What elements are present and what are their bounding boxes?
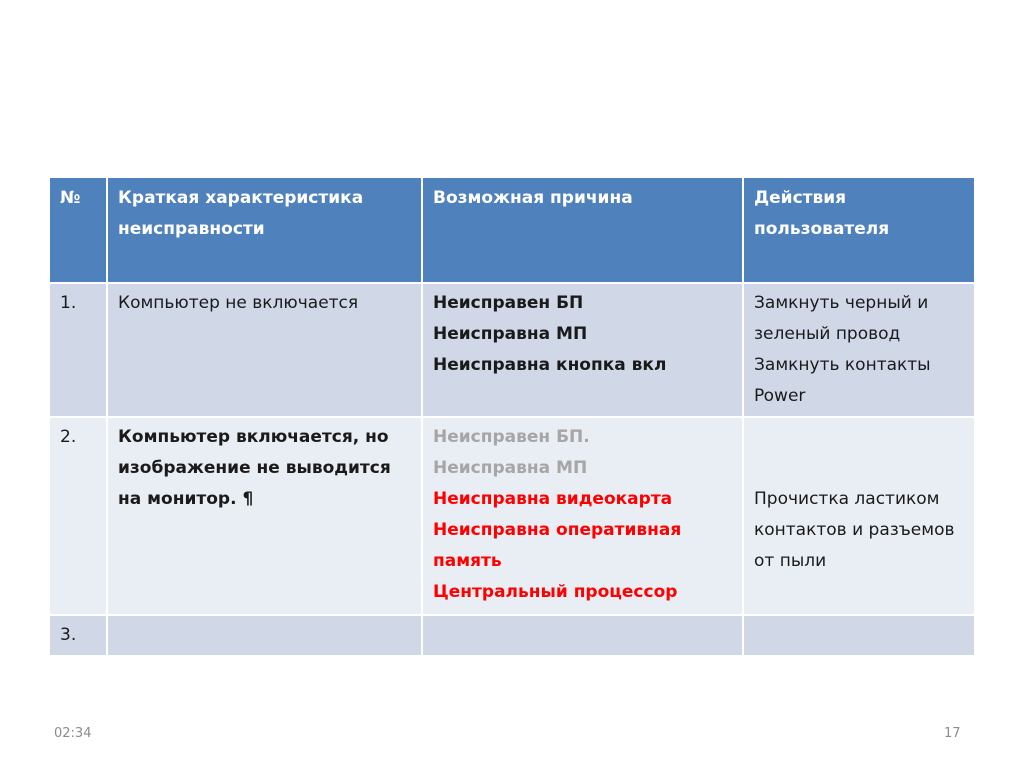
row-actions-text: Прочистка ластиком контактов и разъемов от пыли bbox=[754, 489, 955, 571]
table-row bbox=[50, 615, 974, 655]
row-causes bbox=[422, 283, 743, 417]
row-symptom: Компьютер не включается bbox=[107, 283, 422, 417]
row-number: 1. bbox=[50, 283, 107, 417]
cause-item: Неисправна кнопка вкл bbox=[433, 355, 667, 375]
table-row bbox=[50, 283, 974, 417]
row-symptom: Компьютер включается, но изображение не выводится на монитор. ¶ bbox=[107, 417, 422, 615]
header-symptom: Краткая характеристика неисправности bbox=[107, 178, 422, 283]
row-causes bbox=[422, 615, 743, 655]
row-symptom bbox=[107, 615, 422, 655]
faults-table bbox=[50, 178, 974, 655]
slide-time: 02:34 bbox=[54, 726, 92, 741]
cause-item: Неисправна видеокарта bbox=[433, 489, 673, 509]
row-number: 3. bbox=[50, 615, 107, 655]
table-row bbox=[50, 417, 974, 615]
header-number: № bbox=[50, 178, 107, 283]
cause-item: Центральный процессор bbox=[433, 582, 678, 602]
table-header-row bbox=[50, 178, 974, 283]
cause-item: Неисправен БП. bbox=[433, 427, 590, 447]
row-actions bbox=[743, 615, 974, 655]
cause-item: Неисправен БП bbox=[433, 293, 584, 313]
cause-item: Неисправна оперативная память bbox=[433, 520, 682, 571]
row-actions: Замкнуть черный и зеленый провод Замкнуть контакты Power bbox=[743, 283, 974, 417]
header-cause: Возможная причина bbox=[422, 178, 743, 283]
cause-item: Неисправна МП bbox=[433, 324, 588, 344]
slide-page-number: 17 bbox=[944, 726, 961, 741]
row-causes bbox=[422, 417, 743, 615]
header-actions: Действия пользователя bbox=[743, 178, 974, 283]
row-number: 2. bbox=[50, 417, 107, 615]
row-actions bbox=[743, 417, 974, 615]
cause-item: Неисправна МП bbox=[433, 458, 588, 478]
